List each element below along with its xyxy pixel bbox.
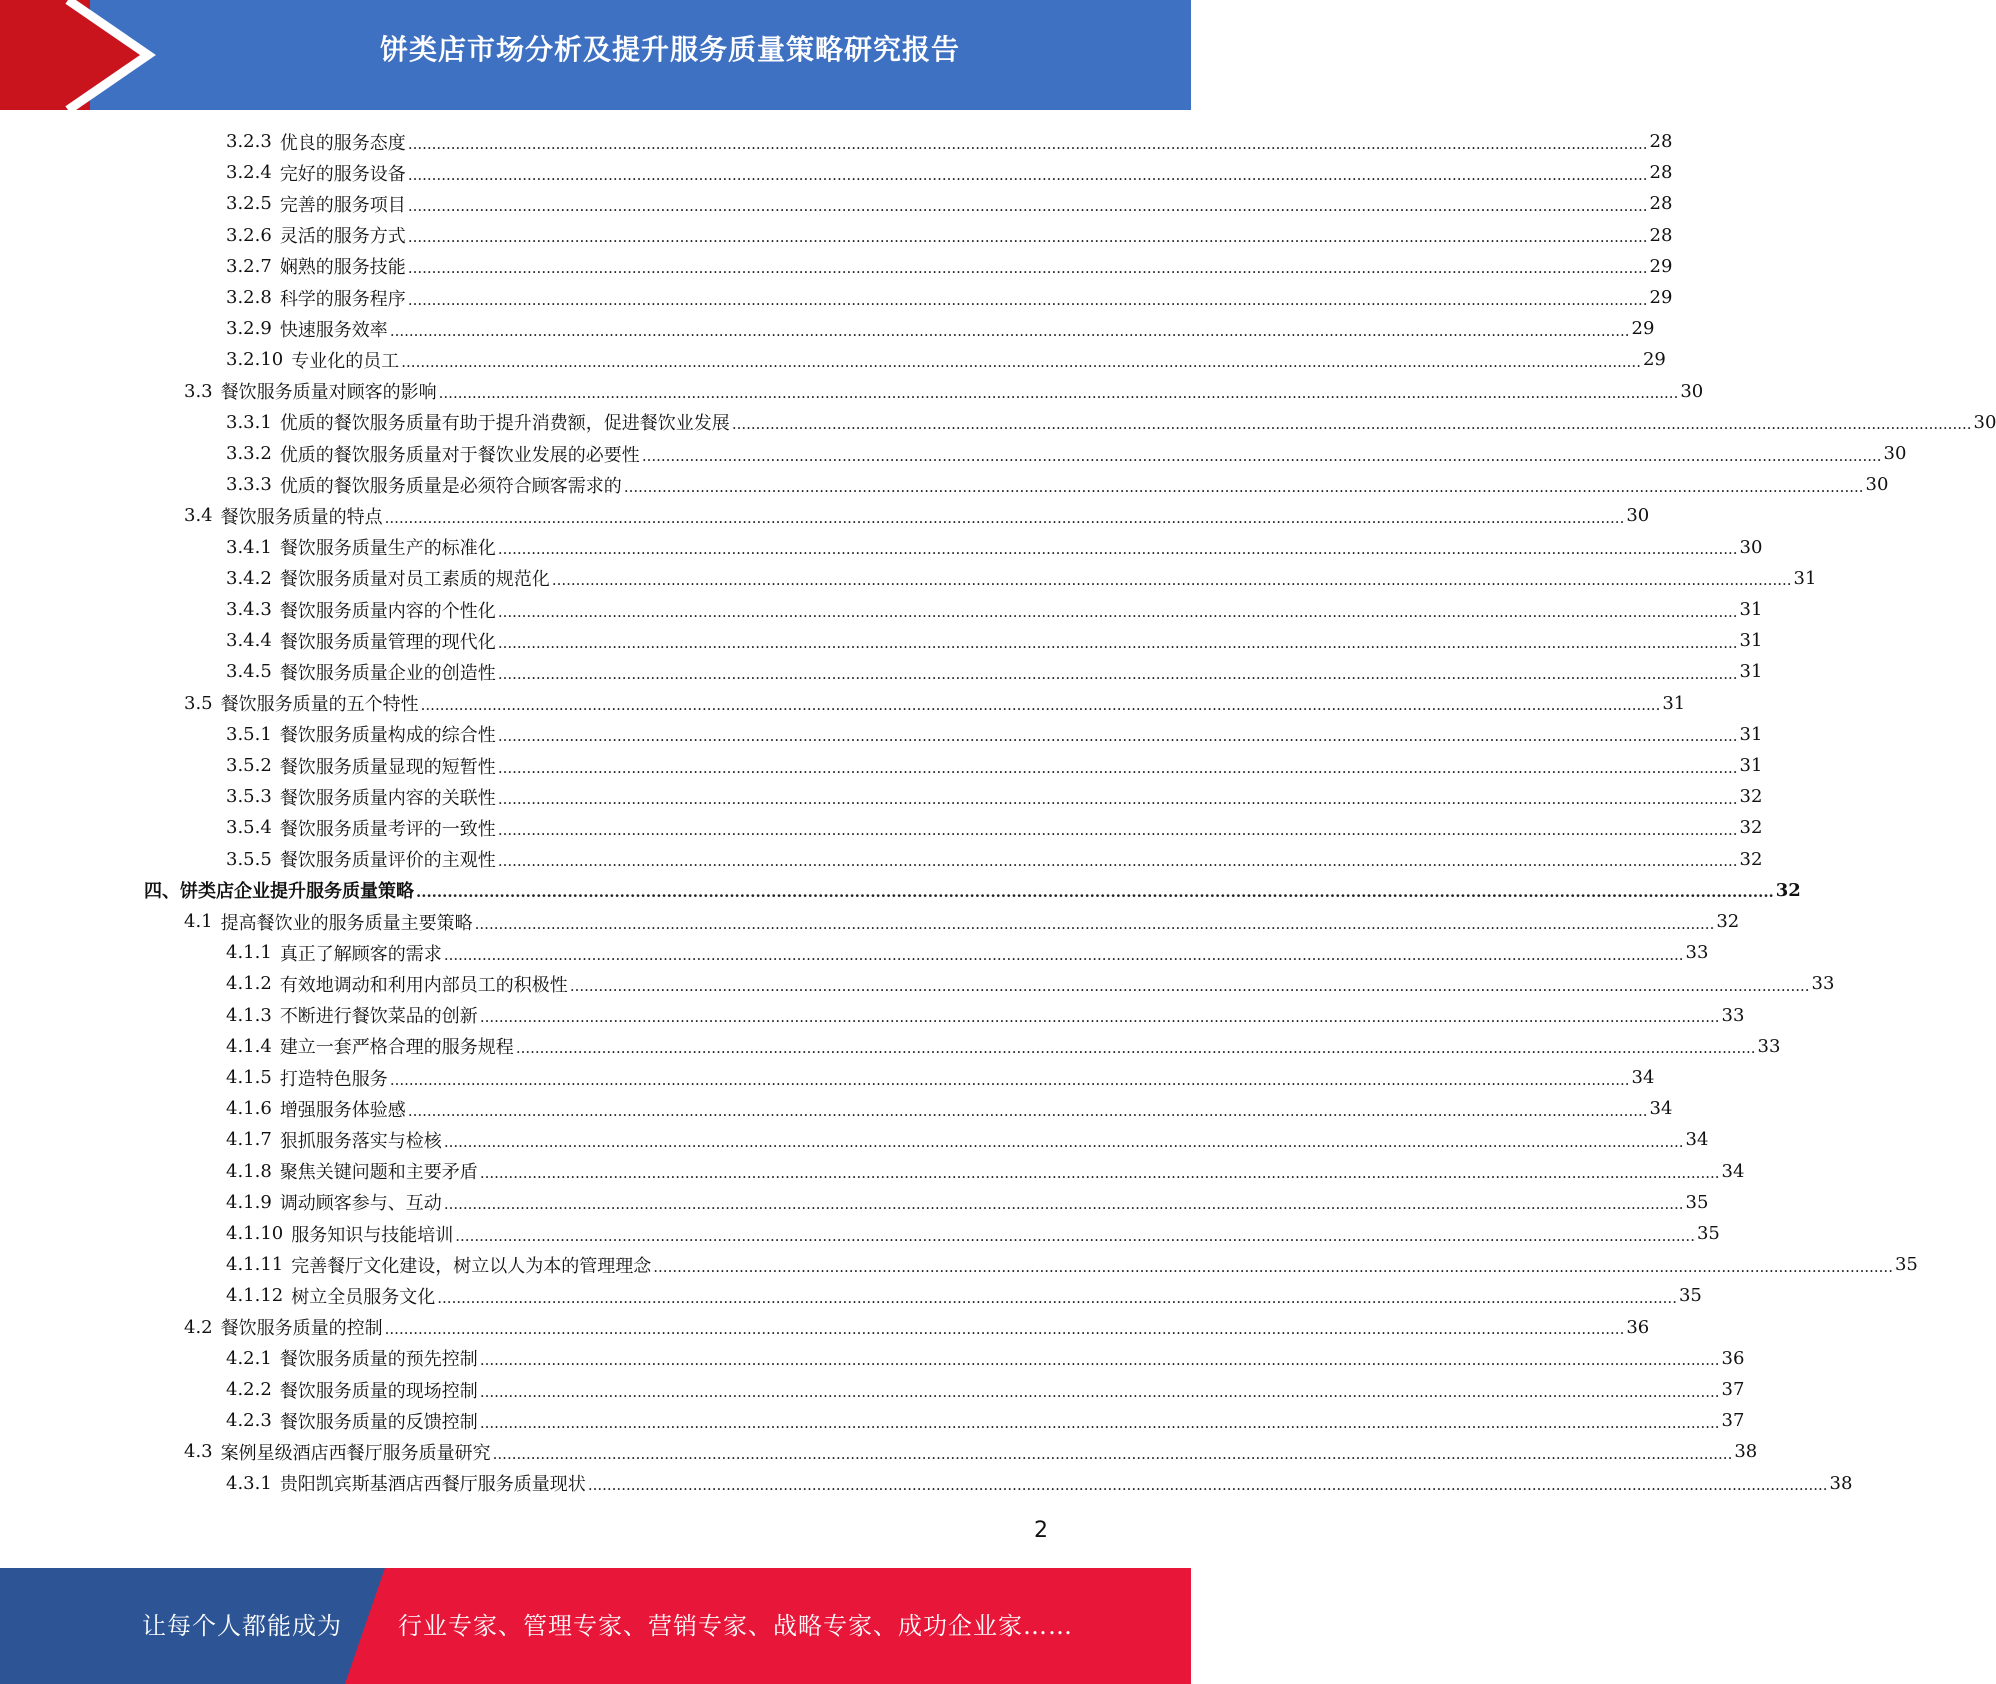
- toc-entry-number: 3.3.1: [226, 411, 272, 433]
- toc-entry-page: 35: [1685, 1191, 1709, 1213]
- toc-leader-dots: ....................................................................................................................................................................................................................................................................: [438, 384, 1679, 403]
- toc-entry[interactable]: [226, 1031, 1781, 1062]
- toc-leader-dots: ....................................................................................................................................................................................................................................................................: [497, 852, 1738, 871]
- toc-entry-page: 31: [1739, 630, 1763, 652]
- toc-entry[interactable]: [226, 1405, 1745, 1436]
- toc-entry-number: 3.5: [184, 692, 213, 714]
- toc-leader-dots: ....................................................................................................................................................................................................................................................................: [407, 134, 1648, 153]
- toc-entry-number: 4.1.8: [226, 1160, 272, 1182]
- toc-leader-dots: ....................................................................................................................................................................................................................................................................: [492, 1444, 1733, 1463]
- toc-entry-title: 餐饮服务质量对顾客的影响: [220, 382, 437, 404]
- toc-entry-page: 30: [1883, 443, 1907, 464]
- toc-entry-page: 28: [1649, 224, 1673, 246]
- toc-entry[interactable]: [226, 937, 1709, 968]
- toc-leader-dots: ....................................................................................................................................................................................................................................................................: [389, 1070, 1630, 1089]
- toc-entry[interactable]: [226, 126, 1673, 157]
- toc-entry-number: 3.2.8: [226, 287, 272, 308]
- toc-entry-number: 3.3.2: [226, 443, 272, 464]
- toc-entry-title: 快速服务效率: [279, 319, 388, 341]
- toc-entry-page: 36: [1626, 1316, 1650, 1338]
- toc-entry[interactable]: [226, 1218, 1720, 1249]
- toc-entry-number: 4.1.2: [226, 973, 272, 995]
- toc-entry-title: 调动顾客参与、互动: [279, 1193, 442, 1215]
- toc-leader-dots: ....................................................................................................................................................................................................................................................................: [389, 321, 1630, 340]
- toc-entry-title: 餐饮服务质量内容的个性化: [279, 600, 496, 622]
- toc-entry[interactable]: [226, 469, 1889, 500]
- toc-leader-dots: ....................................................................................................................................................................................................................................................................: [623, 477, 1864, 496]
- toc-entry-title: 餐饮服务质量显现的短暂性: [279, 756, 496, 778]
- toc-entry-title: 提高餐饮业的服务质量主要策略: [220, 912, 473, 934]
- toc-leader-dots: ....................................................................................................................................................................................................................................................................: [420, 696, 1661, 715]
- toc-entry-title: 树立全员服务文化: [291, 1286, 436, 1308]
- toc-entry-page: 32: [1716, 911, 1740, 932]
- toc-entry-number: 4.3: [184, 1441, 213, 1463]
- toc-entry-title: 餐饮服务质量的现场控制: [279, 1380, 478, 1402]
- toc-entry-title: 科学的服务程序: [279, 288, 406, 310]
- toc-leader-dots: ....................................................................................................................................................................................................................................................................: [407, 165, 1648, 184]
- toc-entry-number: 3.2.10: [226, 349, 284, 371]
- toc-entry-page: 37: [1721, 1410, 1745, 1432]
- toc-entry[interactable]: [226, 1124, 1709, 1155]
- toc-entry[interactable]: [226, 1000, 1745, 1031]
- toc-leader-dots: ....................................................................................................................................................................................................................................................................: [497, 633, 1738, 652]
- toc-leader-dots: ....................................................................................................................................................................................................................................................................: [416, 883, 1774, 902]
- toc-entry-title: 增强服务体验感: [279, 1099, 406, 1121]
- toc-entry[interactable]: [226, 220, 1673, 251]
- toc-entry-page: 35: [1894, 1254, 1918, 1276]
- toc-entry[interactable]: [226, 282, 1673, 313]
- toc-entry-number: 3.3.3: [226, 474, 272, 496]
- toc-entry-page: 32: [1739, 817, 1763, 839]
- header-arrow-icon: [0, 0, 160, 110]
- toc-entry-page: 30: [1680, 380, 1704, 402]
- toc-leader-dots: ....................................................................................................................................................................................................................................................................: [479, 1382, 1720, 1401]
- toc-entry-page: 37: [1721, 1379, 1745, 1400]
- toc-entry[interactable]: [226, 656, 1763, 687]
- toc-leader-dots: ....................................................................................................................................................................................................................................................................: [437, 1288, 1677, 1307]
- toc-entry[interactable]: [226, 968, 1835, 999]
- toc-entry-number: 4.3.1: [226, 1472, 272, 1494]
- toc-entry-page: 33: [1685, 942, 1709, 964]
- toc-entry-number: 4.1.9: [226, 1191, 272, 1213]
- toc-entry-number: 4.1.7: [226, 1129, 272, 1151]
- toc-leader-dots: ....................................................................................................................................................................................................................................................................: [497, 664, 1738, 683]
- toc-entry-number: 4.1.12: [226, 1285, 284, 1307]
- toc-entry-page: 30: [1739, 536, 1763, 558]
- toc-entry-page: 38: [1734, 1441, 1758, 1463]
- toc-leader-dots: ....................................................................................................................................................................................................................................................................: [479, 1164, 1720, 1183]
- toc-entry-page: 32: [1739, 848, 1763, 870]
- toc-entry-page: 28: [1649, 193, 1673, 215]
- toc-entry-title: 餐饮服务质量企业的创造性: [279, 662, 496, 684]
- toc-entry-title: 优质的餐饮服务质量对于餐饮业发展的必要性: [279, 444, 640, 466]
- toc-leader-dots: ....................................................................................................................................................................................................................................................................: [455, 1226, 1695, 1245]
- toc-entry-number: 3.5.5: [226, 848, 272, 870]
- toc-entry-page: 36: [1721, 1347, 1745, 1369]
- toc-entry-title: 优质的餐饮服务质量是必须符合顾客需求的: [279, 475, 622, 497]
- toc-entry-number: 3.2.5: [226, 193, 272, 215]
- toc-entry[interactable]: [184, 1312, 1650, 1343]
- toc-entry-number: 3.4.3: [226, 599, 272, 620]
- toc-leader-dots: ....................................................................................................................................................................................................................................................................: [407, 196, 1648, 215]
- toc-leader-dots: ....................................................................................................................................................................................................................................................................: [407, 290, 1648, 309]
- footer-slogan-right: 行业专家、管理专家、营销专家、战略专家、成功企业家……: [398, 1612, 1073, 1640]
- toc-entry-title: 真正了解顾客的需求: [279, 943, 442, 965]
- toc-entry-page: 31: [1739, 661, 1763, 683]
- toc-entry[interactable]: [226, 1249, 1918, 1280]
- toc-leader-dots: ....................................................................................................................................................................................................................................................................: [407, 228, 1648, 247]
- toc-entry-title: 建立一套严格合理的服务规程: [279, 1037, 514, 1059]
- toc-entry-title: 狠抓服务落实与检核: [279, 1130, 442, 1152]
- toc-entry[interactable]: [144, 875, 1801, 906]
- toc-entry-page: 29: [1649, 255, 1673, 277]
- toc-entry-page: 30: [1626, 505, 1650, 527]
- toc-leader-dots: ....................................................................................................................................................................................................................................................................: [401, 352, 1641, 371]
- toc-entry-number: 4.1.4: [226, 1035, 272, 1057]
- toc-entry-number: 3.4.5: [226, 661, 272, 683]
- toc-leader-dots: ....................................................................................................................................................................................................................................................................: [653, 1257, 1893, 1276]
- toc-leader-dots: ....................................................................................................................................................................................................................................................................: [474, 914, 1715, 933]
- toc-entry-number: 3.5.3: [226, 786, 272, 808]
- toc-entry-number: 4.2.1: [226, 1347, 272, 1369]
- toc-entry-title: 餐饮服务质量内容的关联性: [279, 787, 496, 809]
- toc-entry-title: 餐饮服务质量生产的标准化: [279, 538, 496, 560]
- toc-leader-dots: ....................................................................................................................................................................................................................................................................: [479, 1351, 1720, 1370]
- toc-entry-number: 3.4: [184, 505, 213, 527]
- toc-entry-title: 贵阳凯宾斯基酒店西餐厅服务质量现状: [279, 1474, 586, 1496]
- toc-entry-number: 3.2.4: [226, 162, 272, 184]
- toc-entry-title: 服务知识与技能培训: [291, 1224, 454, 1246]
- toc-entry[interactable]: [226, 594, 1763, 625]
- toc-leader-dots: ....................................................................................................................................................................................................................................................................: [551, 571, 1792, 590]
- toc-entry-title: 打造特色服务: [279, 1068, 388, 1090]
- toc-entry-page: 30: [1973, 411, 1996, 433]
- toc-entry-number: 4.1.5: [226, 1067, 272, 1088]
- toc-entry-page: 29: [1631, 318, 1655, 340]
- toc-entry-title: 餐饮服务质量构成的综合性: [279, 725, 496, 747]
- toc-leader-dots: ....................................................................................................................................................................................................................................................................: [569, 976, 1810, 995]
- toc-entry-page: 29: [1642, 349, 1666, 371]
- toc-entry-number: 3.3: [184, 380, 213, 402]
- toc-entry-title: 不断进行餐饮菜品的创新: [279, 1006, 478, 1028]
- toc-entry-number: 4.1.6: [226, 1098, 272, 1120]
- toc-entry-page: 33: [1721, 1004, 1745, 1026]
- toc-leader-dots: ....................................................................................................................................................................................................................................................................: [384, 1320, 1625, 1339]
- toc-entry-number: 3.2.6: [226, 224, 272, 246]
- toc-entry-number: 4.2.2: [226, 1379, 272, 1400]
- toc-entry[interactable]: [184, 906, 1740, 937]
- toc-entry-number: 4.1.1: [226, 942, 272, 964]
- toc-entry[interactable]: [226, 563, 1817, 594]
- toc-leader-dots: ....................................................................................................................................................................................................................................................................: [443, 945, 1684, 964]
- toc-entry-page: 31: [1739, 755, 1763, 776]
- toc-entry[interactable]: [226, 1468, 1853, 1499]
- toc-entry-number: 3.4.2: [226, 567, 272, 589]
- toc-entry[interactable]: [226, 344, 1666, 375]
- toc-entry[interactable]: [226, 313, 1655, 344]
- toc-leader-dots: ....................................................................................................................................................................................................................................................................: [497, 540, 1738, 559]
- toc-entry-page: 28: [1649, 162, 1673, 184]
- toc-entry-number: 3.5.4: [226, 817, 272, 839]
- toc-entry-title: 餐饮服务质量的预先控制: [279, 1349, 478, 1371]
- toc-entry[interactable]: [226, 1187, 1709, 1218]
- toc-entry[interactable]: [226, 1374, 1745, 1405]
- toc-entry-page: 31: [1662, 692, 1686, 714]
- toc-leader-dots: ....................................................................................................................................................................................................................................................................: [497, 789, 1738, 808]
- toc-leader-dots: ....................................................................................................................................................................................................................................................................: [497, 602, 1738, 621]
- toc-entry-title: 餐饮服务质量的控制: [220, 1318, 383, 1340]
- toc-entry[interactable]: [226, 844, 1763, 875]
- toc-entry[interactable]: [226, 438, 1907, 469]
- toc-entry-page: 34: [1631, 1067, 1655, 1088]
- toc-entry-title: 专业化的员工: [291, 350, 400, 372]
- toc-entry[interactable]: [184, 376, 1704, 407]
- toc-leader-dots: ....................................................................................................................................................................................................................................................................: [479, 1008, 1720, 1027]
- toc-entry-page: 32: [1775, 879, 1801, 901]
- document-title: 饼类店市场分析及提升服务质量策略研究报告: [379, 33, 960, 66]
- toc-entry-title: 有效地调动和利用内部员工的积极性: [279, 974, 568, 996]
- toc-entry-page: 31: [1793, 567, 1817, 589]
- toc-entry[interactable]: [184, 1436, 1758, 1467]
- toc-entry-number: 4.2.3: [226, 1410, 272, 1432]
- toc-entry[interactable]: [226, 719, 1763, 750]
- toc-entry-number: 3.5.2: [226, 755, 272, 776]
- toc-entry-page: 29: [1649, 287, 1673, 308]
- toc-entry-page: 33: [1757, 1035, 1781, 1057]
- toc-entry-page: 38: [1829, 1472, 1853, 1494]
- toc-entry-title: 优质的餐饮服务质量有助于提升消费额，促进餐饮业发展: [279, 413, 730, 435]
- toc-entry-title: 餐饮服务质量的五个特性: [220, 694, 419, 716]
- toc-entry-title: 餐饮服务质量的反馈控制: [279, 1411, 478, 1433]
- toc-entry-number: 4.1.11: [226, 1254, 284, 1276]
- toc-leader-dots: ....................................................................................................................................................................................................................................................................: [641, 446, 1882, 465]
- page-number: 2: [1034, 1518, 1048, 1543]
- toc-entry-title: 聚焦关键问题和主要矛盾: [279, 1162, 478, 1184]
- toc-entry-page: 30: [1865, 474, 1889, 496]
- toc-leader-dots: ....................................................................................................................................................................................................................................................................: [384, 508, 1625, 527]
- toc-entry[interactable]: [226, 1062, 1655, 1093]
- toc-entry-number: 3.2.3: [226, 131, 272, 152]
- toc-entry-page: 35: [1678, 1285, 1702, 1307]
- toc-entry-number: 4.1: [184, 911, 213, 932]
- toc-entry-title: 餐饮服务质量管理的现代化: [279, 631, 496, 653]
- toc-leader-dots: ....................................................................................................................................................................................................................................................................: [497, 820, 1738, 839]
- toc-entry-title: 完善餐厅文化建设，树立以人为本的管理理念: [291, 1255, 652, 1277]
- toc-leader-dots: ....................................................................................................................................................................................................................................................................: [443, 1132, 1684, 1151]
- toc-entry-title: 完善的服务项目: [279, 194, 406, 216]
- toc-entry-page: 34: [1721, 1160, 1745, 1182]
- toc-entry-title: 餐饮服务质量评价的主观性: [279, 850, 496, 872]
- toc-entry-title: 灵活的服务方式: [279, 226, 406, 248]
- toc-entry[interactable]: [226, 625, 1763, 656]
- toc-entry-number: 4.1.3: [226, 1004, 272, 1026]
- toc-entry-page: 31: [1739, 599, 1763, 620]
- toc-entry-title: 案例星级酒店西餐厅服务质量研究: [220, 1442, 491, 1464]
- toc-entry[interactable]: [226, 812, 1763, 843]
- toc-entry-number: 4.1.10: [226, 1223, 284, 1244]
- toc-entry-page: 34: [1685, 1129, 1709, 1151]
- toc-entry-number: 3.2.7: [226, 255, 272, 277]
- toc-leader-dots: ....................................................................................................................................................................................................................................................................: [587, 1476, 1828, 1495]
- toc-leader-dots: ....................................................................................................................................................................................................................................................................: [407, 259, 1648, 278]
- toc-entry-number: 4.2: [184, 1316, 213, 1338]
- toc-entry-page: 28: [1649, 131, 1673, 152]
- toc-leader-dots: ....................................................................................................................................................................................................................................................................: [497, 727, 1738, 746]
- toc-entry-page: 31: [1739, 723, 1763, 745]
- toc-entry-number: 3.5.1: [226, 723, 272, 745]
- toc-entry[interactable]: [226, 1280, 1702, 1311]
- footer-slogan-left: 让每个人都能成为: [142, 1612, 342, 1640]
- toc-entry[interactable]: [184, 688, 1686, 719]
- toc-entry[interactable]: [226, 1093, 1673, 1124]
- toc-entry-page: 33: [1811, 973, 1835, 995]
- page-header: [0, 0, 1191, 110]
- toc-entry[interactable]: [226, 781, 1763, 812]
- toc-entry-number: 3.2.9: [226, 318, 272, 340]
- toc-leader-dots: ....................................................................................................................................................................................................................................................................: [731, 415, 1972, 434]
- toc-entry[interactable]: [226, 188, 1673, 219]
- page-footer: [0, 1568, 1191, 1684]
- toc-entry-title: 娴熟的服务技能: [279, 257, 406, 279]
- toc-entry-number: 3.4.1: [226, 536, 272, 558]
- toc-entry-title: 四、饼类店企业提升服务质量策略: [144, 881, 414, 903]
- toc-entry-page: 32: [1739, 786, 1763, 808]
- toc-entry[interactable]: [226, 1156, 1745, 1187]
- toc-leader-dots: ....................................................................................................................................................................................................................................................................: [515, 1039, 1756, 1058]
- toc-entry[interactable]: [226, 750, 1763, 781]
- toc-leader-dots: ....................................................................................................................................................................................................................................................................: [479, 1413, 1720, 1432]
- toc-entry-title: 餐饮服务质量对员工素质的规范化: [279, 569, 550, 591]
- toc-entry-title: 餐饮服务质量的特点: [220, 506, 383, 528]
- toc-entry-number: 3.4.4: [226, 630, 272, 652]
- toc-entry[interactable]: [184, 500, 1650, 531]
- toc-entry[interactable]: [226, 157, 1673, 188]
- toc-entry-title: 完好的服务设备: [279, 163, 406, 185]
- toc-entry-title: 餐饮服务质量考评的一致性: [279, 818, 496, 840]
- toc-leader-dots: ....................................................................................................................................................................................................................................................................: [497, 758, 1738, 777]
- toc-leader-dots: ....................................................................................................................................................................................................................................................................: [407, 1101, 1648, 1120]
- toc-entry-page: 34: [1649, 1098, 1673, 1120]
- toc-entry[interactable]: [226, 532, 1763, 563]
- toc-entry[interactable]: [226, 407, 1996, 438]
- toc-leader-dots: ....................................................................................................................................................................................................................................................................: [443, 1195, 1684, 1214]
- toc-entry-page: 35: [1696, 1223, 1720, 1244]
- toc-entry[interactable]: [226, 1343, 1745, 1374]
- toc-entry-title: 优良的服务态度: [279, 132, 406, 154]
- toc-entry[interactable]: [226, 251, 1673, 282]
